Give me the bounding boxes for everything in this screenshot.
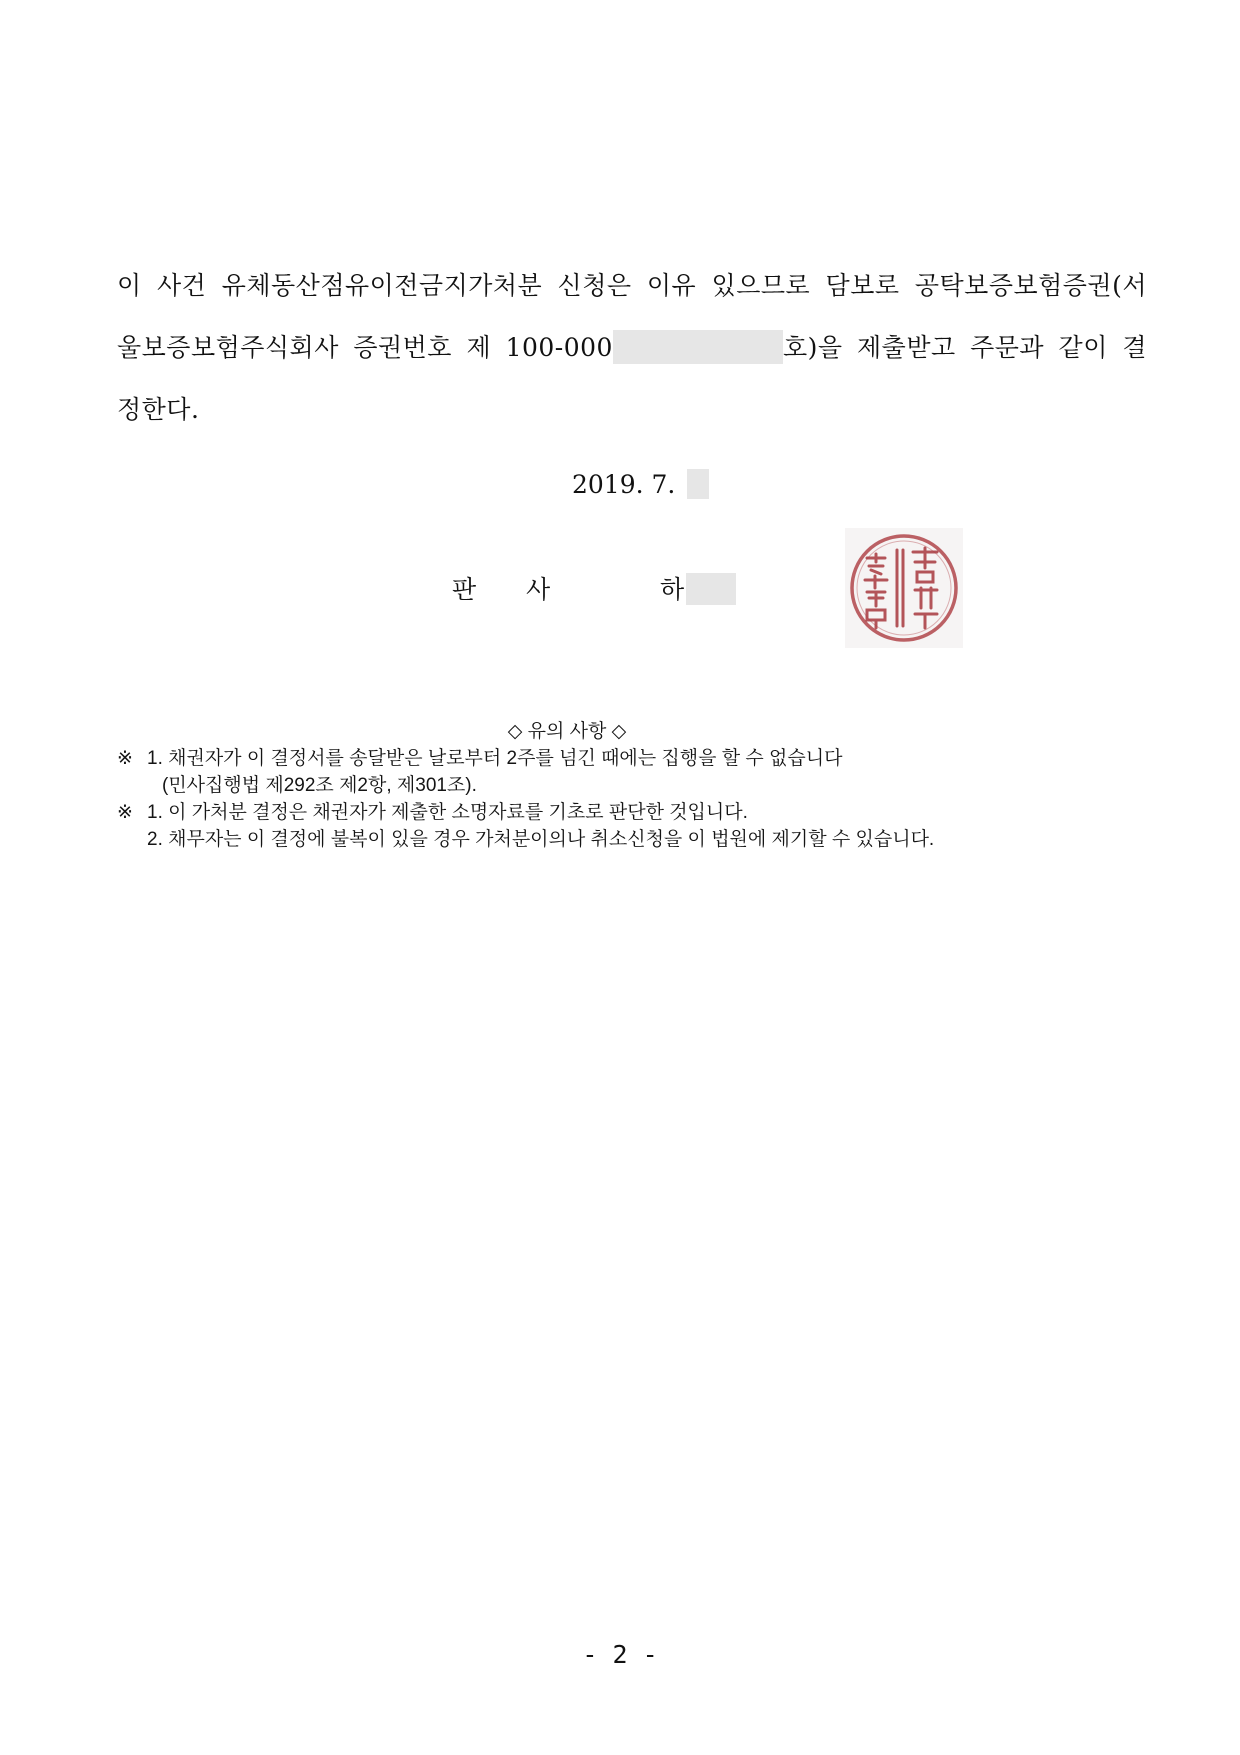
- word: 신청은: [557, 271, 632, 300]
- word: 정한다.: [117, 395, 200, 424]
- paragraph-line-2: [117, 317, 1147, 379]
- word: 담보로: [825, 271, 900, 300]
- seal-stamp-icon: [845, 528, 963, 648]
- official-seal: [845, 528, 963, 648]
- word: 주문과: [970, 333, 1045, 362]
- redaction-block: [686, 573, 736, 605]
- notice-text: 1. 이 가처분 결정은 채권자가 제출한 소명자료를 기초로 판단한 것입니다.: [147, 802, 748, 823]
- notice-item: [117, 799, 1147, 826]
- word: 있으므로: [711, 271, 811, 300]
- notice-title: ◇ 유의 사항 ◇: [507, 721, 627, 742]
- word: 같이: [1058, 333, 1108, 362]
- paragraph-line-1: [117, 255, 1147, 317]
- reference-mark: ※: [117, 802, 133, 823]
- redaction-block: [613, 330, 783, 364]
- judge-label-2: 사: [526, 575, 551, 604]
- notice-item: [117, 826, 1147, 853]
- word: 울보증보험주식회사: [117, 333, 339, 362]
- certificate-number-visible: 100-000: [505, 333, 613, 362]
- word: 이유: [646, 271, 697, 300]
- page-number: - 2 -: [582, 1640, 658, 1669]
- word: 제: [466, 333, 492, 362]
- judge-name-visible: 하: [660, 575, 685, 604]
- word: 증권번호: [353, 333, 452, 362]
- word: 사건: [157, 271, 207, 300]
- notice-text: (민사집행법 제292조 제2항, 제301조).: [162, 775, 477, 796]
- word: 제출받고: [857, 333, 956, 362]
- notice-item: [117, 745, 1147, 772]
- notice-item-continuation: [117, 772, 1147, 799]
- certificate-number: [506, 317, 843, 379]
- word: 유체동산점유이전금지가처분: [221, 271, 543, 300]
- judge-name: [660, 570, 736, 606]
- judge-label-1: 판: [452, 575, 477, 604]
- word: 이: [117, 271, 142, 300]
- word: 호)을: [782, 333, 843, 362]
- redaction-block: [687, 469, 709, 499]
- word: 결: [1122, 333, 1147, 362]
- decision-date: [572, 470, 709, 499]
- paragraph-line-3: [117, 379, 1147, 441]
- word: 공탁보증보험증권(서: [914, 271, 1147, 300]
- reference-mark: ※: [117, 748, 133, 769]
- date-text: 2019. 7.: [572, 470, 676, 499]
- decision-paragraph: [117, 255, 1147, 441]
- notice-text: 2. 채무자는 이 결정에 불복이 있을 경우 가처분이의나 취소신청을 이 법원에 제기할 수 있습니다.: [147, 829, 935, 850]
- notice-section: [117, 718, 1147, 853]
- notice-text: 1. 채권자가 이 결정서를 송달받은 날로부터 2주를 넘긴 때에는 집행을 할 수 없습니다: [147, 748, 843, 769]
